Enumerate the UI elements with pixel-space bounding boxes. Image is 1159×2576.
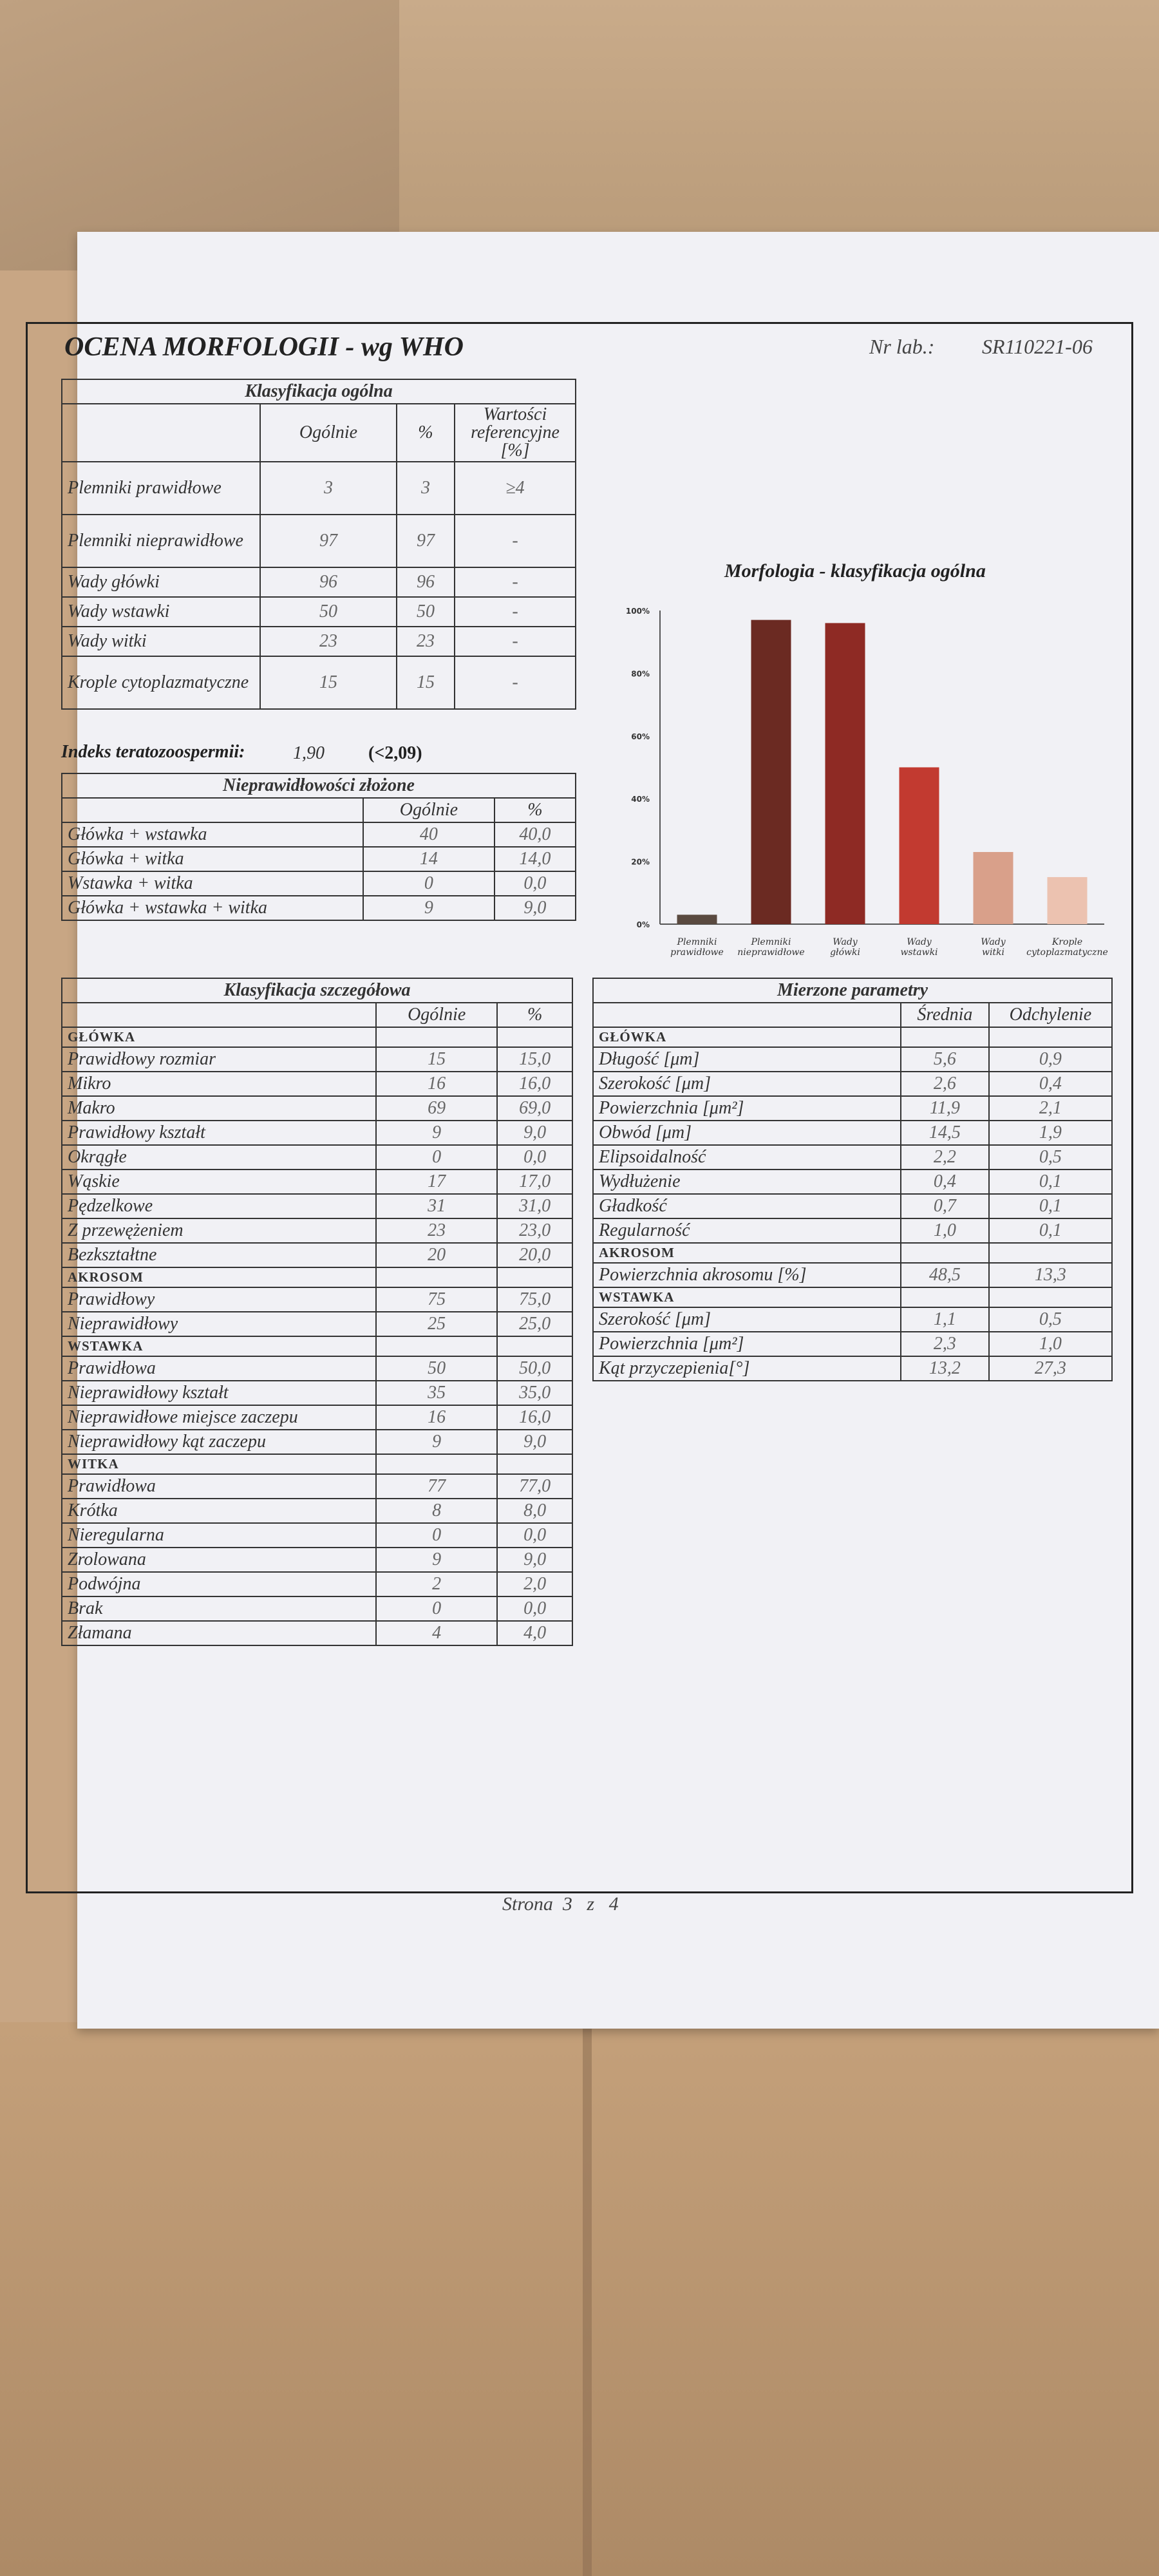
empty-cell (989, 1243, 1112, 1263)
percent-value: 9,0 (495, 896, 576, 920)
table-title: Nieprawidłowości złożone (62, 773, 576, 798)
column-header: Średnia (901, 1003, 989, 1027)
bar (825, 623, 865, 924)
srednia-value: 2,3 (901, 1332, 989, 1356)
percent-value: 35,0 (497, 1381, 572, 1405)
empty-cell (497, 1454, 572, 1474)
y-tick-label: 80% (631, 669, 650, 679)
empty-cell (376, 1336, 497, 1356)
ogolnie-value: 20 (376, 1243, 497, 1267)
background-seam (583, 2022, 592, 2576)
empty-cell (497, 1336, 572, 1356)
table-header-row (62, 798, 576, 822)
empty-cell (62, 798, 363, 822)
srednia-value: 2,2 (901, 1145, 989, 1170)
bar (1048, 877, 1088, 924)
row-label: Mikro (62, 1072, 376, 1096)
odchylenie-value: 13,3 (989, 1263, 1112, 1287)
empty-cell (62, 404, 260, 462)
footer-page: 3 (562, 1893, 572, 1915)
table-row (62, 1096, 572, 1121)
table-row (62, 1405, 572, 1430)
bar (900, 768, 939, 925)
odchylenie-value: 0,5 (989, 1307, 1112, 1332)
srednia-value: 0,4 (901, 1170, 989, 1194)
table-row (593, 1145, 1112, 1170)
percent-value: 0,0 (497, 1596, 572, 1621)
table-row (62, 1523, 572, 1548)
table-title-row (62, 773, 576, 798)
empty-cell (901, 1243, 989, 1263)
column-header: Ogólnie (376, 1003, 497, 1027)
table-row (593, 1072, 1112, 1096)
row-label: Nieregularna (62, 1523, 376, 1548)
column-header: % (397, 404, 455, 462)
table-row (593, 1356, 1112, 1381)
section-row (62, 1267, 572, 1287)
ogolnie-value: 69 (376, 1096, 497, 1121)
table-row (62, 1194, 572, 1218)
row-label: Okrągłe (62, 1145, 376, 1170)
column-header: Wartości referencyjne [%] (455, 404, 576, 462)
ogolnie-value: 50 (376, 1356, 497, 1381)
row-label: Wstawka + witka (62, 871, 363, 896)
row-label: Długość [μm] (593, 1047, 901, 1072)
empty-cell (62, 1003, 376, 1027)
percent-value: 0,0 (495, 871, 576, 896)
x-tick-label: Plemniki (677, 937, 717, 947)
empty-cell (593, 1003, 901, 1027)
row-label: Nieprawidłowy kąt zaczepu (62, 1430, 376, 1454)
mierzone-parametry-table (592, 978, 1113, 1381)
row-label: Z przewężeniem (62, 1218, 376, 1243)
row-label: Podwójna (62, 1572, 376, 1596)
percent-value: 20,0 (497, 1243, 572, 1267)
table-row (62, 1145, 572, 1170)
section-header: AKROSOM (62, 1267, 376, 1287)
y-tick-label: 20% (631, 857, 650, 867)
srednia-value: 5,6 (901, 1047, 989, 1072)
background-leather-left (0, 0, 412, 270)
table-title-row (62, 379, 576, 404)
row-label: Złamana (62, 1621, 376, 1645)
ogolnie-value: 31 (376, 1194, 497, 1218)
table-row (62, 1121, 572, 1145)
odchylenie-value: 0,1 (989, 1194, 1112, 1218)
table-title-row (62, 978, 572, 1003)
x-tick-label: witki (981, 947, 1005, 958)
y-tick-label: 40% (631, 795, 650, 804)
ogolnie-value: 9 (376, 1430, 497, 1454)
srednia-value: 11,9 (901, 1096, 989, 1121)
empty-cell (376, 1267, 497, 1287)
percent-value: 9,0 (497, 1548, 572, 1572)
percent-value: 9,0 (497, 1121, 572, 1145)
section-row (593, 1027, 1112, 1047)
section-row (593, 1243, 1112, 1263)
percent-value: 17,0 (497, 1170, 572, 1194)
table-title: Mierzone parametry (593, 978, 1112, 1003)
ogolnie-value: 16 (376, 1072, 497, 1096)
table-row (62, 1596, 572, 1621)
row-label: Nieprawidłowy (62, 1312, 376, 1336)
ogolnie-value: 50 (260, 597, 397, 627)
section-row (62, 1454, 572, 1474)
row-label: Główka + wstawka (62, 822, 363, 847)
table-row (62, 1047, 572, 1072)
percent-value: 8,0 (497, 1499, 572, 1523)
table-row (62, 1621, 572, 1645)
table-row (62, 515, 576, 567)
percent-value: 23,0 (497, 1218, 572, 1243)
srednia-value: 48,5 (901, 1263, 989, 1287)
x-tick-label: Plemniki (751, 937, 791, 947)
x-tick-label: główki (830, 947, 860, 958)
table-row (62, 1548, 572, 1572)
morfologia-bar-chart (599, 592, 1114, 972)
row-label: Krótka (62, 1499, 376, 1523)
column-header: % (495, 798, 576, 822)
percent-value: 50,0 (497, 1356, 572, 1381)
percent-value: 31,0 (497, 1194, 572, 1218)
row-label: Bezkształtne (62, 1243, 376, 1267)
empty-cell (989, 1027, 1112, 1047)
indeks-value: 1,90 (293, 743, 325, 763)
table-row (62, 896, 576, 920)
row-label: Nieprawidłowe miejsce zaczepu (62, 1405, 376, 1430)
ogolnie-value: 15 (376, 1047, 497, 1072)
table-row (593, 1096, 1112, 1121)
column-header: Ogólnie (260, 404, 397, 462)
srednia-value: 2,6 (901, 1072, 989, 1096)
row-label: Wąskie (62, 1170, 376, 1194)
odchylenie-value: 0,5 (989, 1145, 1112, 1170)
row-label: Obwód [μm] (593, 1121, 901, 1145)
column-header: % (497, 1003, 572, 1027)
table-row (593, 1194, 1112, 1218)
bar (677, 914, 717, 924)
row-label: Wydłużenie (593, 1170, 901, 1194)
table-row (62, 1499, 572, 1523)
footer-z: z (587, 1893, 595, 1915)
percent-value: 40,0 (495, 822, 576, 847)
odchylenie-value: 27,3 (989, 1356, 1112, 1381)
section-header: WITKA (62, 1454, 376, 1474)
srednia-value: 13,2 (901, 1356, 989, 1381)
table-row (62, 1170, 572, 1194)
table-title: Klasyfikacja szczegółowa (62, 978, 572, 1003)
percent-value: 50 (397, 597, 455, 627)
table-row (593, 1307, 1112, 1332)
ogolnie-value: 4 (376, 1621, 497, 1645)
percent-value: 9,0 (497, 1430, 572, 1454)
footer-total: 4 (608, 1893, 619, 1915)
row-label: Regularność (593, 1218, 901, 1243)
row-label: Nieprawidłowy kształt (62, 1381, 376, 1405)
table-row (62, 597, 576, 627)
table-row (62, 1312, 572, 1336)
reference-value: - (455, 567, 576, 597)
table-row (593, 1170, 1112, 1194)
section-header: WSTAWKA (62, 1336, 376, 1356)
row-label: Wady wstawki (62, 597, 260, 627)
row-label: Makro (62, 1096, 376, 1121)
table-row (593, 1047, 1112, 1072)
section-header: WSTAWKA (593, 1287, 901, 1307)
x-tick-label: Wady (833, 937, 858, 947)
percent-value: 23 (397, 627, 455, 656)
empty-cell (376, 1454, 497, 1474)
percent-value: 14,0 (495, 847, 576, 871)
ogolnie-value: 97 (260, 515, 397, 567)
empty-cell (901, 1027, 989, 1047)
table-row (62, 1381, 572, 1405)
ogolnie-value: 25 (376, 1312, 497, 1336)
reference-value: - (455, 597, 576, 627)
percent-value: 16,0 (497, 1405, 572, 1430)
ogolnie-value: 3 (260, 462, 397, 515)
table-row (62, 1430, 572, 1454)
percent-value: 25,0 (497, 1312, 572, 1336)
row-label: Szerokość [μm] (593, 1072, 901, 1096)
row-label: Prawidłowy (62, 1287, 376, 1312)
srednia-value: 1,0 (901, 1218, 989, 1243)
table-row (62, 1356, 572, 1381)
row-label: Plemniki prawidłowe (62, 462, 260, 515)
x-tick-label: cytoplazmatyczne (1026, 947, 1108, 958)
nr-lab-value: SR110221-06 (982, 335, 1093, 358)
y-tick-label: 0% (636, 920, 650, 929)
background-leather-bottom (0, 2022, 1159, 2576)
row-label: Powierzchnia [μm²] (593, 1332, 901, 1356)
percent-value: 15 (397, 656, 455, 709)
x-tick-label: Wady (907, 937, 932, 947)
table-row (62, 462, 576, 515)
row-label: Prawidłowy rozmiar (62, 1047, 376, 1072)
ogolnie-value: 9 (363, 896, 495, 920)
odchylenie-value: 2,1 (989, 1096, 1112, 1121)
empty-cell (989, 1287, 1112, 1307)
row-label: Główka + witka (62, 847, 363, 871)
klasyfikacja-szczegolowa-table (61, 978, 573, 1646)
empty-cell (376, 1027, 497, 1047)
x-tick-label: Wady (981, 937, 1006, 947)
odchylenie-value: 0,9 (989, 1047, 1112, 1072)
row-label: Elipsoidalność (593, 1145, 901, 1170)
reference-value: - (455, 515, 576, 567)
table-row (62, 1572, 572, 1596)
percent-value: 96 (397, 567, 455, 597)
table-title-row (593, 978, 1112, 1003)
table-row (62, 1287, 572, 1312)
ogolnie-value: 77 (376, 1474, 497, 1499)
row-label: Wady główki (62, 567, 260, 597)
row-label: Krople cytoplazmatyczne (62, 656, 260, 709)
reference-value: - (455, 627, 576, 656)
indeks-reference: (<2,09) (368, 743, 422, 763)
table-title: Klasyfikacja ogólna (62, 379, 576, 404)
srednia-value: 14,5 (901, 1121, 989, 1145)
ogolnie-value: 0 (363, 871, 495, 896)
srednia-value: 1,1 (901, 1307, 989, 1332)
row-label: Powierzchnia akrosomu [%] (593, 1263, 901, 1287)
percent-value: 15,0 (497, 1047, 572, 1072)
y-tick-label: 60% (631, 732, 650, 741)
row-label: Główka + wstawka + witka (62, 896, 363, 920)
empty-cell (497, 1267, 572, 1287)
ogolnie-value: 9 (376, 1548, 497, 1572)
row-label: Gładkość (593, 1194, 901, 1218)
page-footer (502, 1893, 619, 1915)
row-label: Pędzelkowe (62, 1194, 376, 1218)
ogolnie-value: 17 (376, 1170, 497, 1194)
table-row (62, 656, 576, 709)
empty-cell (901, 1287, 989, 1307)
table-row (62, 871, 576, 896)
percent-value: 75,0 (497, 1287, 572, 1312)
ogolnie-value: 23 (260, 627, 397, 656)
percent-value: 77,0 (497, 1474, 572, 1499)
ogolnie-value: 9 (376, 1121, 497, 1145)
x-tick-label: nieprawidłowe (737, 947, 805, 958)
ogolnie-value: 0 (376, 1523, 497, 1548)
row-label: Szerokość [μm] (593, 1307, 901, 1332)
odchylenie-value: 0,1 (989, 1170, 1112, 1194)
ogolnie-value: 0 (376, 1145, 497, 1170)
klasyfikacja-ogolna-table (61, 379, 576, 710)
ogolnie-value: 14 (363, 847, 495, 871)
table-row (593, 1332, 1112, 1356)
percent-value: 97 (397, 515, 455, 567)
table-row (62, 847, 576, 871)
ogolnie-value: 16 (376, 1405, 497, 1430)
row-label: Prawidłowa (62, 1356, 376, 1381)
page-title: OCENA MORFOLOGII - wg WHO (64, 332, 464, 362)
odchylenie-value: 1,9 (989, 1121, 1112, 1145)
odchylenie-value: 0,1 (989, 1218, 1112, 1243)
ogolnie-value: 0 (376, 1596, 497, 1621)
percent-value: 0,0 (497, 1145, 572, 1170)
row-label: Prawidłowa (62, 1474, 376, 1499)
odchylenie-value: 1,0 (989, 1332, 1112, 1356)
column-header: Ogólnie (363, 798, 495, 822)
empty-cell (497, 1027, 572, 1047)
section-header: GŁÓWKA (62, 1027, 376, 1047)
ogolnie-value: 96 (260, 567, 397, 597)
table-header-row (593, 1003, 1112, 1027)
row-label: Prawidłowy kształt (62, 1121, 376, 1145)
footer-strona: Strona (502, 1893, 553, 1915)
table-row (62, 1072, 572, 1096)
section-header: AKROSOM (593, 1243, 901, 1263)
ogolnie-value: 8 (376, 1499, 497, 1523)
bar (751, 620, 791, 924)
reference-value: ≥4 (455, 462, 576, 515)
ogolnie-value: 23 (376, 1218, 497, 1243)
percent-value: 3 (397, 462, 455, 515)
row-label: Zrolowana (62, 1548, 376, 1572)
row-label: Powierzchnia [μm²] (593, 1096, 901, 1121)
odchylenie-value: 0,4 (989, 1072, 1112, 1096)
percent-value: 69,0 (497, 1096, 572, 1121)
row-label: Wady witki (62, 627, 260, 656)
table-row (593, 1263, 1112, 1287)
reference-value: - (455, 656, 576, 709)
ogolnie-value: 15 (260, 656, 397, 709)
x-tick-label: wstawki (900, 947, 938, 958)
section-header: GŁÓWKA (593, 1027, 901, 1047)
column-header: Odchylenie (989, 1003, 1112, 1027)
nieprawidlowosci-table (61, 773, 576, 921)
indeks-label: Indeks teratozoospermii: (61, 742, 245, 762)
x-tick-label: prawidłowe (670, 947, 724, 958)
percent-value: 0,0 (497, 1523, 572, 1548)
table-header-row (62, 1003, 572, 1027)
table-header-row (62, 404, 576, 462)
row-label: Plemniki nieprawidłowe (62, 515, 260, 567)
background-leather-top (399, 0, 1159, 270)
chart-title: Morfologia - klasyfikacja ogólna (724, 560, 986, 582)
table-row (593, 1218, 1112, 1243)
ogolnie-value: 40 (363, 822, 495, 847)
ogolnie-value: 2 (376, 1572, 497, 1596)
row-label: Brak (62, 1596, 376, 1621)
bar (974, 852, 1013, 924)
srednia-value: 0,7 (901, 1194, 989, 1218)
table-row (62, 567, 576, 597)
x-tick-label: Krople (1051, 937, 1083, 947)
table-row (62, 1218, 572, 1243)
section-row (62, 1336, 572, 1356)
table-row (593, 1121, 1112, 1145)
table-row (62, 627, 576, 656)
y-tick-label: 100% (625, 607, 650, 616)
table-row (62, 1474, 572, 1499)
row-label: Kąt przyczepienia[°] (593, 1356, 901, 1381)
section-row (62, 1027, 572, 1047)
percent-value: 16,0 (497, 1072, 572, 1096)
section-row (593, 1287, 1112, 1307)
table-row (62, 1243, 572, 1267)
percent-value: 2,0 (497, 1572, 572, 1596)
ogolnie-value: 35 (376, 1381, 497, 1405)
percent-value: 4,0 (497, 1621, 572, 1645)
table-row (62, 822, 576, 847)
nr-lab-label: Nr lab.: (869, 335, 935, 358)
ogolnie-value: 75 (376, 1287, 497, 1312)
